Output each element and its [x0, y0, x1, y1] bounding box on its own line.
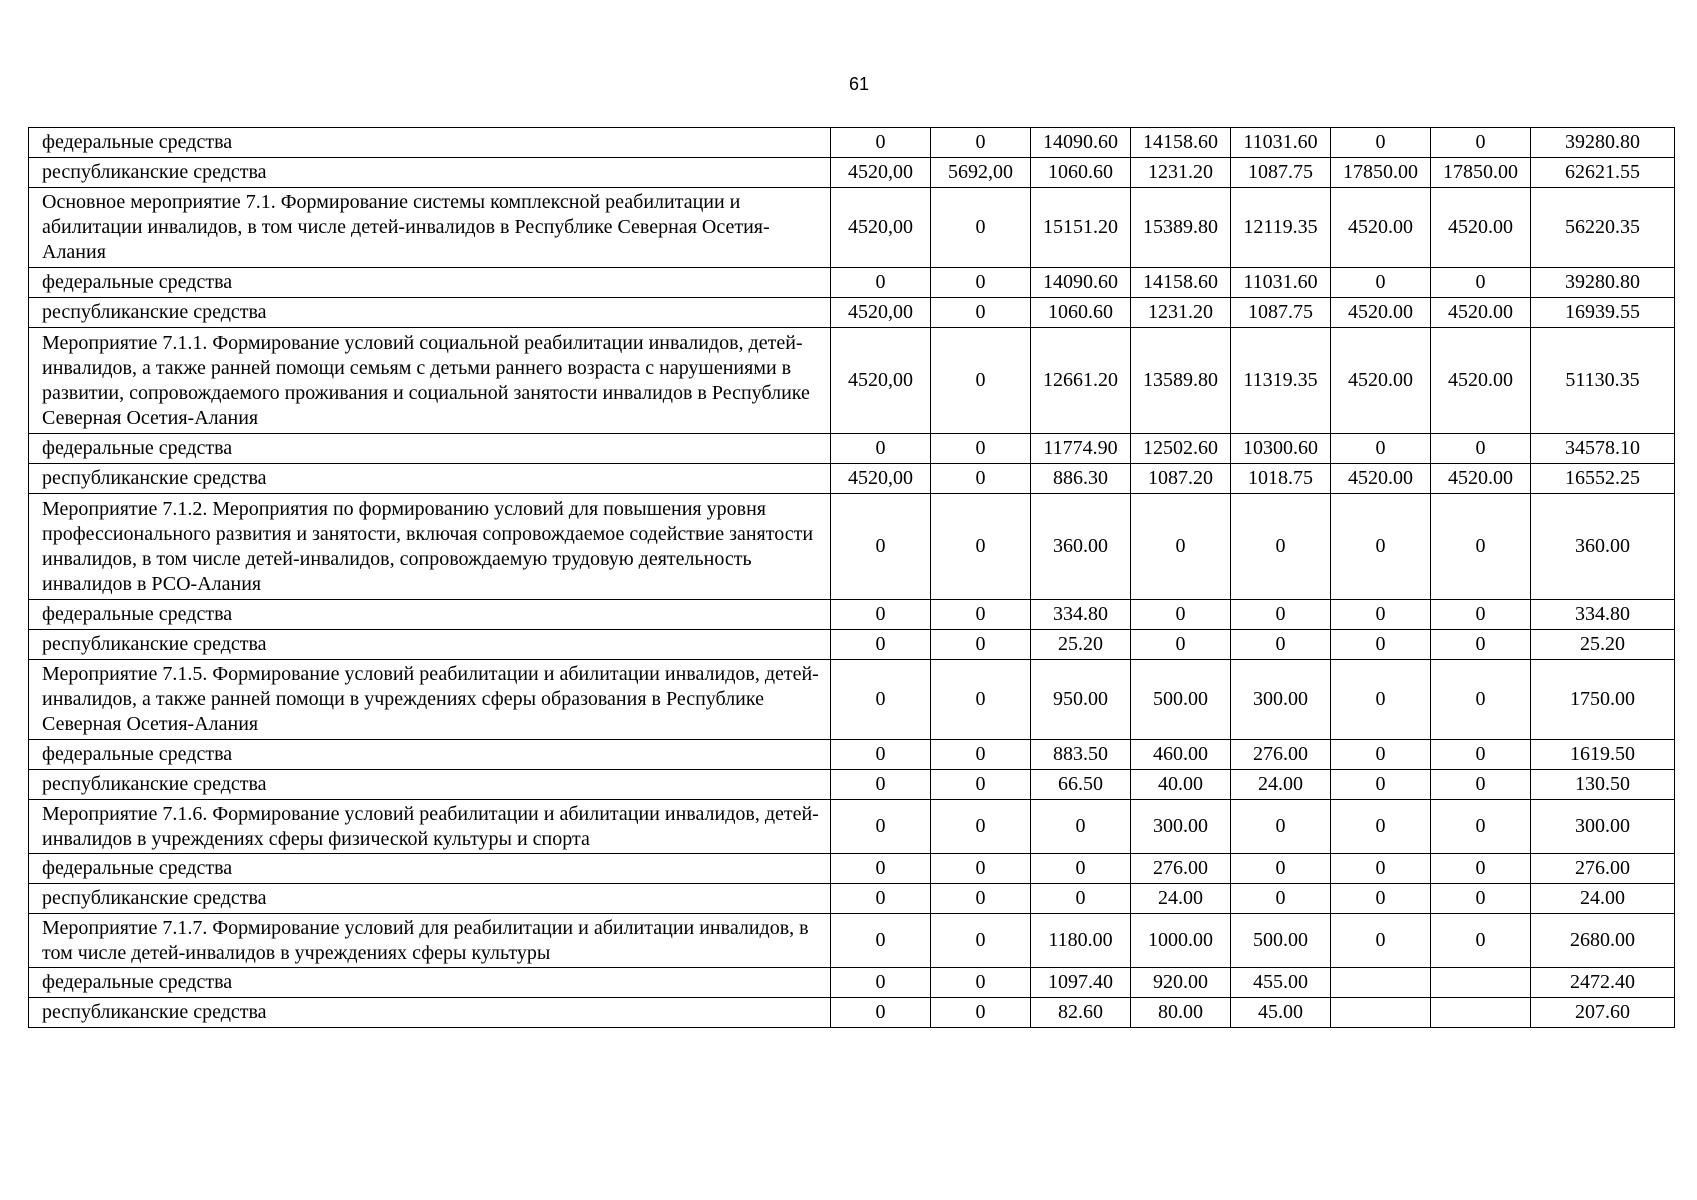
- cell-total: 300.00: [1531, 800, 1675, 854]
- cell-value: 0: [1231, 494, 1331, 600]
- cell-value: 14158.60: [1131, 268, 1231, 298]
- cell-value: 14090.60: [1031, 268, 1131, 298]
- cell-total: 16552.25: [1531, 464, 1675, 494]
- cell-value: 11319.35: [1231, 328, 1331, 434]
- cell-value: 455.00: [1231, 968, 1331, 998]
- table-row: [29, 600, 1675, 630]
- cell-value: 40.00: [1131, 770, 1231, 800]
- cell-value: 0: [1431, 800, 1531, 854]
- cell-value: 4520.00: [1431, 298, 1531, 328]
- cell-value: 1018.75: [1231, 464, 1331, 494]
- cell-value: [1331, 968, 1431, 998]
- cell-value: 1097.40: [1031, 968, 1131, 998]
- row-label: республиканские средства: [29, 464, 831, 494]
- cell-value: 0: [831, 494, 931, 600]
- cell-value: 45.00: [1231, 998, 1331, 1028]
- cell-value: 14090.60: [1031, 128, 1131, 158]
- cell-value: 0: [931, 434, 1031, 464]
- cell-value: 0: [931, 328, 1031, 434]
- cell-value: 1231.20: [1131, 158, 1231, 188]
- row-label: федеральные средства: [29, 268, 831, 298]
- cell-value: 0: [1031, 800, 1131, 854]
- cell-value: 0: [931, 464, 1031, 494]
- cell-value: 0: [1331, 914, 1431, 968]
- cell-value: 0: [1431, 434, 1531, 464]
- cell-total: 1619.50: [1531, 740, 1675, 770]
- cell-value: 0: [1231, 630, 1331, 660]
- row-label: федеральные средства: [29, 128, 831, 158]
- cell-value: 0: [831, 600, 931, 630]
- cell-value: 1087.75: [1231, 298, 1331, 328]
- table-row: [29, 464, 1675, 494]
- row-label: федеральные средства: [29, 854, 831, 884]
- cell-value: 0: [831, 740, 931, 770]
- cell-value: 0: [931, 914, 1031, 968]
- cell-value: 0: [831, 914, 931, 968]
- cell-value: 0: [1331, 128, 1431, 158]
- table-row: [29, 998, 1675, 1028]
- cell-value: 0: [831, 128, 931, 158]
- cell-value: 1087.20: [1131, 464, 1231, 494]
- cell-value: 0: [931, 630, 1031, 660]
- cell-value: 17850.00: [1431, 158, 1531, 188]
- cell-value: 0: [1331, 630, 1431, 660]
- cell-value: 0: [931, 968, 1031, 998]
- row-label: республиканские средства: [29, 770, 831, 800]
- cell-value: 0: [931, 600, 1031, 630]
- table-row: [29, 128, 1675, 158]
- cell-total: 360.00: [1531, 494, 1675, 600]
- cell-value: 14158.60: [1131, 128, 1231, 158]
- cell-value: 0: [1031, 884, 1131, 914]
- cell-value: 0: [931, 740, 1031, 770]
- cell-value: 0: [931, 998, 1031, 1028]
- cell-value: 0: [1331, 884, 1431, 914]
- row-label: федеральные средства: [29, 740, 831, 770]
- table-row: [29, 188, 1675, 268]
- cell-value: 12119.35: [1231, 188, 1331, 268]
- cell-value: 0: [831, 998, 931, 1028]
- cell-value: 0: [831, 770, 931, 800]
- cell-value: 950.00: [1031, 660, 1131, 740]
- cell-value: 0: [1331, 268, 1431, 298]
- cell-value: 0: [1231, 800, 1331, 854]
- cell-value: 0: [1431, 128, 1531, 158]
- cell-value: 11774.90: [1031, 434, 1131, 464]
- cell-value: 12502.60: [1131, 434, 1231, 464]
- row-label: федеральные средства: [29, 434, 831, 464]
- cell-value: 4520,00: [831, 188, 931, 268]
- cell-value: 4520.00: [1331, 298, 1431, 328]
- cell-total: 16939.55: [1531, 298, 1675, 328]
- cell-value: 4520.00: [1431, 464, 1531, 494]
- cell-value: [1331, 998, 1431, 1028]
- cell-total: 39280.80: [1531, 128, 1675, 158]
- cell-value: 0: [931, 770, 1031, 800]
- table-row: [29, 854, 1675, 884]
- cell-value: 0: [1331, 854, 1431, 884]
- table-row: [29, 494, 1675, 600]
- cell-total: 130.50: [1531, 770, 1675, 800]
- cell-value: 0: [1431, 770, 1531, 800]
- cell-value: 1060.60: [1031, 158, 1131, 188]
- cell-value: 0: [1131, 600, 1231, 630]
- cell-value: 0: [931, 188, 1031, 268]
- cell-value: 0: [831, 630, 931, 660]
- cell-value: 4520,00: [831, 328, 931, 434]
- row-label: республиканские средства: [29, 630, 831, 660]
- cell-total: 25.20: [1531, 630, 1675, 660]
- cell-value: 66.50: [1031, 770, 1131, 800]
- cell-value: 0: [931, 298, 1031, 328]
- cell-value: [1431, 968, 1531, 998]
- cell-value: 886.30: [1031, 464, 1131, 494]
- row-label: Мероприятие 7.1.1. Формирование условий социальной реабилитации инвалидов, детей-инвалидов, а также ранней помощи семьям с детьми раннего возраста с нарушениями в развитии, сопровождаемого проживания и социальной занятости инвалидов в Республике Северная Осетия-Алания: [29, 328, 831, 434]
- cell-total: 51130.35: [1531, 328, 1675, 434]
- cell-value: 883.50: [1031, 740, 1131, 770]
- cell-value: 0: [1431, 884, 1531, 914]
- cell-value: 4520.00: [1331, 188, 1431, 268]
- cell-value: 17850.00: [1331, 158, 1431, 188]
- cell-value: 15151.20: [1031, 188, 1131, 268]
- row-label: Мероприятие 7.1.7. Формирование условий для реабилитации и абилитации инвалидов, в том числе детей-инвалидов в учреждениях сферы культуры: [29, 914, 831, 968]
- cell-value: 0: [1431, 660, 1531, 740]
- cell-total: 56220.35: [1531, 188, 1675, 268]
- row-label: республиканские средства: [29, 998, 831, 1028]
- cell-value: 0: [931, 494, 1031, 600]
- cell-value: 24.00: [1231, 770, 1331, 800]
- cell-value: 0: [931, 800, 1031, 854]
- cell-total: 334.80: [1531, 600, 1675, 630]
- cell-value: 0: [831, 800, 931, 854]
- cell-total: 2472.40: [1531, 968, 1675, 998]
- cell-value: 276.00: [1231, 740, 1331, 770]
- cell-value: 500.00: [1231, 914, 1331, 968]
- table-row: [29, 660, 1675, 740]
- cell-value: 0: [1331, 740, 1431, 770]
- table-row: [29, 914, 1675, 968]
- cell-value: 5692,00: [931, 158, 1031, 188]
- cell-total: 207.60: [1531, 998, 1675, 1028]
- cell-value: 4520,00: [831, 464, 931, 494]
- cell-value: 0: [1431, 740, 1531, 770]
- table-row: [29, 800, 1675, 854]
- cell-value: 11031.60: [1231, 128, 1331, 158]
- row-label: республиканские средства: [29, 298, 831, 328]
- cell-value: 460.00: [1131, 740, 1231, 770]
- cell-value: 360.00: [1031, 494, 1131, 600]
- cell-value: 1180.00: [1031, 914, 1131, 968]
- cell-value: 0: [1231, 884, 1331, 914]
- table-row: [29, 328, 1675, 434]
- cell-value: 0: [831, 268, 931, 298]
- cell-value: 82.60: [1031, 998, 1131, 1028]
- cell-value: 13589.80: [1131, 328, 1231, 434]
- cell-value: 920.00: [1131, 968, 1231, 998]
- row-label: Мероприятие 7.1.5. Формирование условий реабилитации и абилитации инвалидов, детей-инвалидов, а также ранней помощи в учреждениях сферы образования в Республике Северная Осетия-Алания: [29, 660, 831, 740]
- cell-value: 0: [1331, 770, 1431, 800]
- cell-value: 0: [931, 854, 1031, 884]
- table-row: [29, 158, 1675, 188]
- cell-value: 4520,00: [831, 298, 931, 328]
- cell-total: 62621.55: [1531, 158, 1675, 188]
- cell-value: 0: [1031, 854, 1131, 884]
- cell-value: 1060.60: [1031, 298, 1131, 328]
- cell-value: 0: [831, 854, 931, 884]
- cell-value: 0: [1231, 854, 1331, 884]
- cell-total: 34578.10: [1531, 434, 1675, 464]
- table-row: [29, 434, 1675, 464]
- cell-value: 0: [1331, 660, 1431, 740]
- table-row: [29, 298, 1675, 328]
- cell-value: 4520.00: [1431, 188, 1531, 268]
- cell-value: 0: [1131, 630, 1231, 660]
- cell-value: 300.00: [1131, 800, 1231, 854]
- cell-total: 24.00: [1531, 884, 1675, 914]
- cell-value: 4520.00: [1331, 328, 1431, 434]
- cell-value: 11031.60: [1231, 268, 1331, 298]
- row-label: Мероприятие 7.1.6. Формирование условий реабилитации и абилитации инвалидов, детей-инвалидов в учреждениях сферы физической культуры и спорта: [29, 800, 831, 854]
- cell-value: 0: [1431, 630, 1531, 660]
- row-label: федеральные средства: [29, 600, 831, 630]
- cell-value: 0: [1331, 494, 1431, 600]
- cell-value: 4520.00: [1431, 328, 1531, 434]
- cell-value: 0: [831, 434, 931, 464]
- cell-value: [1431, 998, 1531, 1028]
- table-row: [29, 268, 1675, 298]
- cell-value: 1087.75: [1231, 158, 1331, 188]
- cell-value: 0: [1431, 494, 1531, 600]
- cell-value: 0: [1331, 600, 1431, 630]
- budget-table: [28, 127, 1675, 1028]
- cell-value: 0: [1431, 914, 1531, 968]
- page-number: 61: [848, 74, 870, 94]
- cell-value: 0: [931, 660, 1031, 740]
- row-label: Основное мероприятие 7.1. Формирование системы комплексной реабилитации и абилитации инвалидов, в том числе детей-инвалидов в Республике Северная Осетия-Алания: [29, 188, 831, 268]
- cell-value: 12661.20: [1031, 328, 1131, 434]
- cell-value: 0: [1431, 854, 1531, 884]
- cell-total: 39280.80: [1531, 268, 1675, 298]
- cell-value: 0: [1231, 600, 1331, 630]
- row-label: республиканские средства: [29, 884, 831, 914]
- cell-value: 0: [1431, 268, 1531, 298]
- cell-total: 2680.00: [1531, 914, 1675, 968]
- cell-value: 0: [831, 660, 931, 740]
- cell-value: 500.00: [1131, 660, 1231, 740]
- cell-value: 0: [1131, 494, 1231, 600]
- cell-value: 0: [1331, 800, 1431, 854]
- cell-value: 4520.00: [1331, 464, 1431, 494]
- cell-value: 0: [831, 884, 931, 914]
- cell-total: 276.00: [1531, 854, 1675, 884]
- cell-value: 300.00: [1231, 660, 1331, 740]
- row-label: Мероприятие 7.1.2. Мероприятия по формированию условий для повышения уровня профессионального развития и занятости, включая сопровождаемое содействие занятости инвалидов, в том числе детей-инвалидов, сопровождаемую трудовую деятельность инвалидов в РСО-Алания: [29, 494, 831, 600]
- row-label: республиканские средства: [29, 158, 831, 188]
- cell-value: 80.00: [1131, 998, 1231, 1028]
- cell-value: 10300.60: [1231, 434, 1331, 464]
- cell-value: 25.20: [1031, 630, 1131, 660]
- row-label: федеральные средства: [29, 968, 831, 998]
- cell-value: 0: [931, 884, 1031, 914]
- cell-value: 24.00: [1131, 884, 1231, 914]
- cell-value: 1000.00: [1131, 914, 1231, 968]
- table-row: [29, 968, 1675, 998]
- table-row: [29, 740, 1675, 770]
- cell-value: 0: [931, 268, 1031, 298]
- cell-value: 334.80: [1031, 600, 1131, 630]
- table-row: [29, 630, 1675, 660]
- cell-value: 1231.20: [1131, 298, 1231, 328]
- cell-value: 4520,00: [831, 158, 931, 188]
- cell-total: 1750.00: [1531, 660, 1675, 740]
- cell-value: 15389.80: [1131, 188, 1231, 268]
- cell-value: 0: [831, 968, 931, 998]
- cell-value: 0: [931, 128, 1031, 158]
- cell-value: 0: [1331, 434, 1431, 464]
- table-row: [29, 770, 1675, 800]
- table-row: [29, 884, 1675, 914]
- cell-value: 0: [1431, 600, 1531, 630]
- cell-value: 276.00: [1131, 854, 1231, 884]
